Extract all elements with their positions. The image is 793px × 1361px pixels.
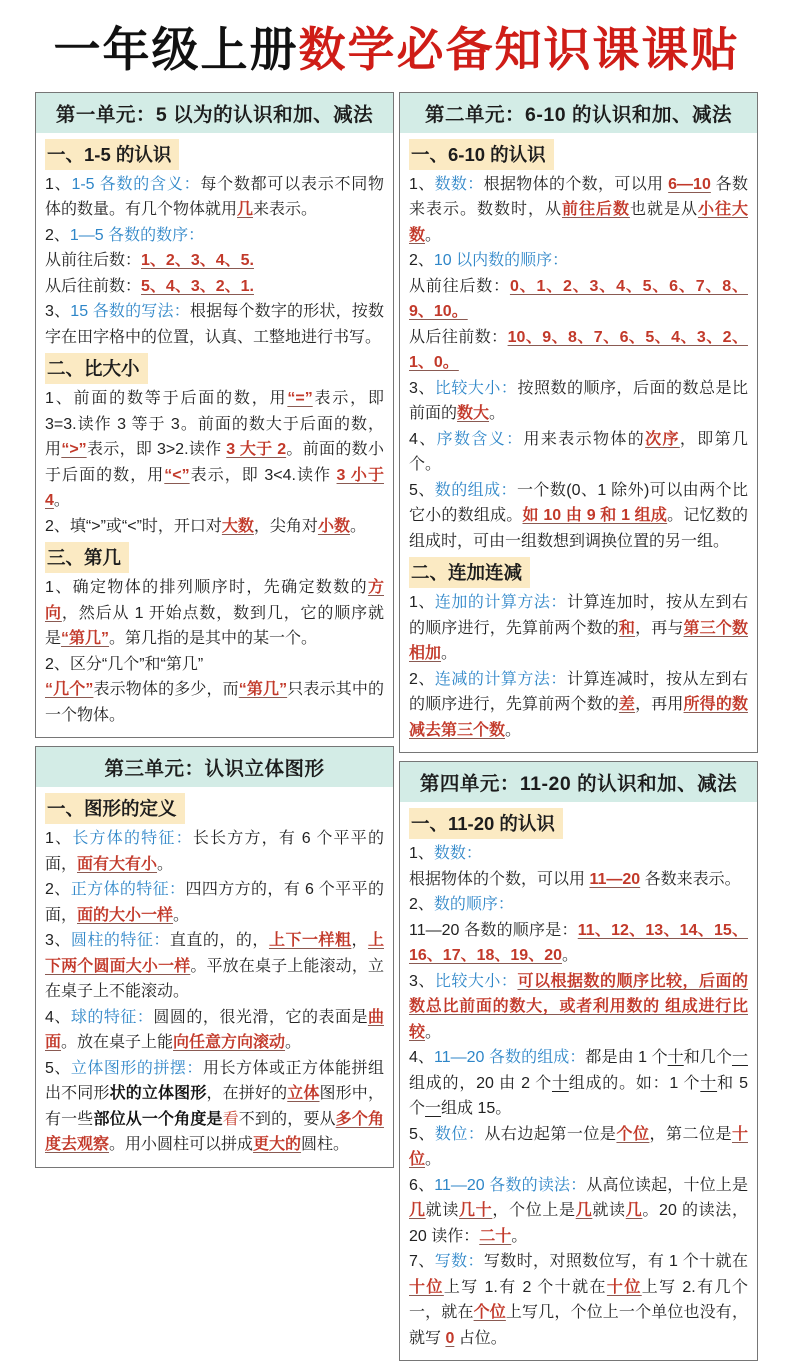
text-run: 从前往后数： [45, 252, 142, 270]
text-run: “<” [164, 466, 190, 484]
text-run: 4、 [45, 1008, 71, 1026]
text-run: ，即第几个。 [409, 430, 748, 474]
text-run: 4、 [409, 1049, 435, 1067]
text-run: 连加的计算方法： [434, 594, 567, 612]
text-run: 立体图形的拼摆： [70, 1059, 203, 1077]
text-run: 。放在桌子上能 [61, 1034, 174, 1052]
title-subject: 数学必备知识课课贴 [298, 25, 740, 77]
text-run: 数数： [434, 175, 484, 193]
unit-body [400, 802, 757, 1360]
paragraph [409, 969, 748, 1046]
unit-header: 第一单元：5 以为的认识和加、减法 [36, 93, 393, 133]
text-run: ，第二位是 [649, 1125, 732, 1143]
text-run: 1、 [409, 175, 435, 193]
text-run: 3、 [409, 972, 435, 990]
paragraph [45, 386, 384, 514]
text-run: 2、 [409, 670, 435, 688]
text-run: 用来表示物体的 [523, 430, 646, 448]
text-run: 和 5 个 [409, 1074, 748, 1118]
text-run: 来表示。 [253, 201, 318, 219]
text-run: 比较大小： [434, 379, 518, 397]
text-run: 就读 [592, 1202, 626, 1220]
text-run: 11—20 各数的读法： [434, 1176, 587, 1194]
text-run: 数大 [457, 405, 490, 423]
text-run: 。 [441, 645, 458, 663]
paragraph [409, 478, 748, 555]
paragraph [409, 1173, 748, 1250]
text-run: 。 [53, 492, 70, 510]
text-run: 长方体的特征： [72, 830, 193, 848]
text-run: 11、12、13、14、15、16、17、18、19、20 [409, 921, 748, 965]
unit-box [35, 92, 394, 739]
text-run: 如 10 由 9 和 1 组成 [522, 507, 668, 525]
text-run: 计算连减时，按从左到右的顺序进行，先算前两个数的 [409, 670, 748, 714]
text-run: 都是由 1 个 [585, 1049, 668, 1067]
text-run: 数数： [433, 845, 482, 863]
text-run: 和 [618, 619, 636, 637]
text-run: 3、 [45, 303, 71, 321]
text-run: 面的大小一样 [77, 906, 174, 924]
paragraph [45, 172, 384, 223]
unit-header: 第三单元：认识立体图形 [36, 747, 393, 787]
text-run: 看 [222, 1110, 239, 1128]
text-run: 。用小圆柱可以拼成 [109, 1136, 254, 1154]
text-run: 十位 [409, 1278, 444, 1296]
text-run: 根据物体的个数，可以用 [409, 870, 590, 888]
text-run: 状的立体图形 [109, 1085, 207, 1103]
text-run: 次序 [645, 430, 680, 448]
text-run: 各数来表示。 [640, 870, 741, 888]
text-run: 表示，即 3>2.读作 [86, 441, 227, 459]
paragraph [45, 677, 384, 728]
text-run: 。 [349, 517, 366, 535]
text-run: 。 [562, 947, 579, 965]
text-run: 1、 [45, 175, 72, 193]
paragraph [45, 575, 384, 652]
text-run: 5、 [45, 1059, 71, 1077]
page-title [0, 26, 793, 78]
subheader-row [45, 790, 384, 826]
text-run: 3、 [45, 932, 71, 950]
text-run: 占位。 [454, 1329, 507, 1347]
text-run: 。 [425, 1151, 442, 1169]
text-run: 3 小于 4 [45, 466, 384, 510]
text-run: 圆柱。 [301, 1136, 350, 1154]
paragraph [409, 376, 748, 427]
text-run: 各数来表示。数数时，从 [409, 175, 748, 219]
text-run: 上下一样粗 [268, 932, 352, 950]
text-run: 几 [625, 1202, 643, 1220]
text-run: 方向 [45, 579, 384, 622]
text-run: “几个” [45, 681, 94, 699]
text-run: 从右边起第一位是 [484, 1125, 617, 1143]
text-run: 11—20 各数的组成： [434, 1049, 586, 1067]
text-run: 1—5 各数的数序： [69, 226, 205, 244]
text-run: 1、 [45, 830, 73, 848]
text-run: 上写 1.有 2 个十就在 [443, 1278, 607, 1296]
text-run: 向任意方向滚动 [173, 1034, 286, 1052]
text-run: 上下两个圆面大小一样 [45, 932, 384, 975]
unit-header: 第四单元：11-20 的认识和加、减法 [400, 762, 757, 802]
text-run: 0、1、2、3、4、5、6、7、8、9、10。 [409, 277, 748, 321]
text-run: 和几个 [683, 1049, 732, 1067]
text-run: 正方体的特征： [70, 881, 186, 899]
text-run: 写数： [434, 1253, 484, 1271]
text-run: 表示，即 3=3.读作 3 等于 3。前面的数大于后面的数，用 [45, 390, 384, 459]
text-run: 2、 [45, 881, 71, 899]
text-run: 圆柱的特征： [70, 932, 170, 950]
page [0, 26, 793, 1361]
unit-header: 第二单元：6-10 的认识和加、减法 [400, 93, 757, 133]
subheader-row [45, 350, 384, 386]
text-run: 写数时，对照数位写，有 1 个十就在 [483, 1253, 748, 1271]
text-run: 1、确定物体的排列顺序时，先确定数数的 [45, 579, 368, 597]
text-run: 比较大小： [434, 972, 518, 990]
paragraph [409, 892, 748, 918]
text-run: 10、9、8、7、6、5、4、3、2、1、0。 [409, 328, 748, 372]
text-run: 用长方体或正方体能拼组出不同形 [45, 1059, 384, 1103]
text-run: 5、 [409, 1125, 435, 1143]
paragraph [409, 274, 748, 325]
text-run: 。20 的读法，20 读作： [409, 1202, 748, 1245]
text-run: 就读 [425, 1202, 460, 1220]
text-run: 可以根据数的顺序比较，后面的数总比前面的数大，或者利用数的 组成进行比较 [409, 972, 748, 1041]
text-run: 曲面 [45, 1008, 384, 1052]
text-run: 圆圆的，很光滑，它的表面是 [153, 1008, 368, 1026]
subheader-row [409, 136, 748, 172]
subheader: 二、比大小 [45, 353, 148, 384]
text-run: 直直的，的， [169, 932, 269, 950]
paragraph [45, 299, 384, 350]
text-run: 。 [505, 721, 522, 739]
text-run: “第几” [61, 630, 110, 648]
paragraph [45, 877, 384, 928]
text-run: 2、 [409, 252, 434, 270]
paragraph [409, 667, 748, 744]
paragraph [409, 590, 748, 667]
text-run: 多个角度去观察 [45, 1110, 384, 1154]
text-run: ， [351, 932, 368, 950]
text-run: 。 [511, 1227, 528, 1245]
text-run: 小往大数 [409, 201, 748, 244]
text-run: 每个数都可以表示不同物体的数量。有几个物体就用 [45, 175, 384, 219]
text-run: 2、 [45, 226, 70, 244]
text-run: 几 [575, 1202, 593, 1220]
text-run: 一个数(0、1 除外)可以由两个比它小的数组成。 [409, 481, 748, 525]
paragraph [409, 867, 748, 893]
text-run: 几 [237, 201, 254, 219]
paragraph [409, 918, 748, 969]
text-run: 上写 2.有几个一，就在 [409, 1278, 748, 1322]
paragraph [45, 928, 384, 1005]
text-run: 2、填“>”或“<”时，开口对 [45, 517, 222, 535]
unit-box [399, 761, 758, 1361]
unit-box [35, 746, 394, 1168]
paragraph [45, 274, 384, 300]
text-run: 表示物体的多少，而 [93, 681, 239, 699]
text-run: ，再与 [635, 619, 684, 637]
text-run: 1、 [409, 845, 434, 863]
text-run: 从高位读起，十位上是 [586, 1176, 748, 1194]
paragraph [45, 1056, 384, 1158]
subheader: 二、连加连减 [409, 557, 530, 588]
text-run: 球的特征： [70, 1008, 154, 1026]
text-run: 。记忆数的组成时，可由一组数想到调换位置的另一组。 [409, 507, 748, 550]
text-run: 组成 15。 [441, 1100, 512, 1118]
text-run: 更大的 [253, 1136, 302, 1154]
text-run: 。 [489, 405, 506, 423]
unit-body [36, 133, 393, 738]
paragraph [409, 1122, 748, 1173]
text-run: 二十 [479, 1227, 512, 1245]
text-run: 部位从一个角度是 [93, 1110, 223, 1128]
text-run: 几十 [459, 1202, 493, 1220]
text-run: 连减的计算方法： [434, 670, 567, 688]
text-run: 。平放在桌子上能滚动，立在桌子上不能滚动。 [45, 957, 384, 1001]
text-run: “第几” [238, 681, 288, 699]
text-run: 个位 [473, 1304, 506, 1322]
text-run: 。第几指的是其中的某一个。 [109, 630, 318, 648]
text-run: 立体 [287, 1085, 320, 1103]
text-run: 2、区分“几个”和“第几” [45, 655, 204, 673]
text-run: 3、 [409, 379, 435, 397]
right-column [399, 92, 758, 1361]
paragraph [45, 514, 384, 540]
text-run: 第三个数相加 [409, 619, 748, 663]
text-run: 根据每个数字的形状，按数字在田字格中的位置，认真、工整地进行书写。 [45, 303, 384, 346]
unit-box [399, 92, 758, 754]
paragraph [409, 841, 748, 867]
text-run: 从后往前数： [45, 277, 142, 295]
subheader-row [409, 554, 748, 590]
paragraph [45, 652, 384, 678]
text-run: 11—20 各数的顺序是： [409, 921, 578, 939]
subheader-row [45, 136, 384, 172]
text-run: 。 [425, 1023, 442, 1041]
text-run: 序数含义： [436, 430, 524, 448]
text-run: 小数 [317, 517, 350, 535]
text-run: 所得的数减去第三个数 [409, 696, 748, 739]
text-run: 个位 [616, 1125, 650, 1143]
text-run: 6—10 [668, 175, 711, 193]
text-run: 1、2、3、4、5. [141, 252, 254, 270]
text-run: 面有大有小 [77, 855, 158, 873]
text-run: 4、 [409, 430, 437, 448]
text-run: 。 [285, 1034, 302, 1052]
text-run: 。 [157, 855, 174, 873]
text-run: 根据物体的个数，可以用 [483, 175, 669, 193]
text-run: 一 [731, 1049, 748, 1067]
text-run: 1、 [409, 594, 435, 612]
paragraph [45, 248, 384, 274]
text-run: 3 大于 2 [226, 441, 287, 459]
text-run: 大数 [221, 517, 254, 535]
text-run: 1-5 各数的含义： [71, 175, 201, 193]
paragraph [45, 223, 384, 249]
text-run: “>” [61, 441, 87, 459]
paragraph [409, 1045, 748, 1122]
paragraph [409, 248, 748, 274]
text-run: 数的顺序： [433, 896, 514, 914]
subheader: 三、第几 [45, 542, 129, 573]
text-run: 只表示其中的一个物体。 [45, 681, 384, 724]
text-run: 5、4、3、2、1. [141, 277, 254, 295]
text-run: 从前往后数： [409, 277, 510, 295]
text-run: 计算连加时，按从左到右的顺序进行，先算前两个数的 [409, 594, 748, 637]
paragraph [409, 1249, 748, 1351]
paragraph [409, 325, 748, 376]
text-run: 2、 [409, 896, 434, 914]
text-run: 图形中，有一些 [45, 1085, 384, 1128]
subheader-row [409, 805, 748, 841]
text-run: 不到的，要从 [238, 1110, 336, 1128]
columns-container [0, 92, 793, 1361]
text-run: 组成的。如：1 个 [568, 1074, 701, 1092]
text-run: 十位 [606, 1278, 642, 1296]
text-run: 组成的，20 由 2 个 [409, 1074, 552, 1092]
paragraph [409, 427, 748, 478]
text-run: 十 [700, 1074, 718, 1092]
title-grade: 一年级上册 [53, 25, 299, 77]
text-run: ，再用 [635, 696, 684, 714]
text-run: ，然后从 1 开始点数，数到几，它的顺序就是 [45, 604, 384, 648]
text-run: 差 [618, 696, 636, 714]
text-run: 一 [425, 1100, 442, 1118]
text-run: 十位 [409, 1125, 748, 1169]
paragraph [409, 172, 748, 249]
text-run: 四四方方的，有 6 个平平的面， [45, 881, 384, 924]
unit-body [400, 133, 757, 753]
text-run: 15 各数的写法： [70, 303, 190, 321]
text-run: 按照数的顺序，后面的数总是比前面的 [409, 379, 748, 423]
text-run: 也就是从 [629, 201, 698, 219]
text-run: 十 [667, 1049, 684, 1067]
text-run: 6、 [409, 1176, 435, 1194]
text-run: 10 以内数的顺序： [433, 252, 569, 270]
text-run: 几 [409, 1202, 426, 1220]
text-run: “=” [287, 390, 313, 408]
subheader: 一、1-5 的认识 [45, 139, 179, 170]
subheader: 一、6-10 的认识 [409, 139, 554, 170]
unit-body [36, 787, 393, 1167]
text-run: 数的组成： [434, 481, 517, 499]
text-run: 11—20 [589, 870, 641, 888]
text-run: 。 [173, 906, 190, 924]
text-run: ，个位上是 [492, 1202, 576, 1220]
text-run: 。 [425, 226, 442, 244]
text-run: 十 [551, 1074, 569, 1092]
paragraph [45, 826, 384, 877]
left-column [35, 92, 394, 1168]
text-run: 0 [445, 1329, 455, 1347]
text-run: 1、前面的数等于后面的数，用 [45, 390, 288, 408]
text-run: 。前面的数小于后面的数，用 [45, 441, 384, 484]
paragraph [45, 1005, 384, 1056]
text-run: 5、 [409, 481, 435, 499]
text-run: ，在拼好的 [206, 1085, 288, 1103]
subheader: 一、11-20 的认识 [409, 808, 563, 839]
text-run: ，尖角对 [253, 517, 318, 535]
text-run: 表示，即 3<4.读作 [189, 466, 337, 484]
text-run: 上写几，个位上一个单位也没有，就写 [409, 1304, 748, 1347]
subheader: 一、图形的定义 [45, 793, 185, 824]
text-run: 前往后数 [561, 201, 630, 219]
subheader-row [45, 539, 384, 575]
text-run: 从后往前数： [409, 328, 508, 346]
text-run: 长长方方，有 6 个平平的面， [45, 830, 384, 873]
text-run: 7、 [409, 1253, 435, 1271]
text-run: 数位： [434, 1125, 485, 1143]
